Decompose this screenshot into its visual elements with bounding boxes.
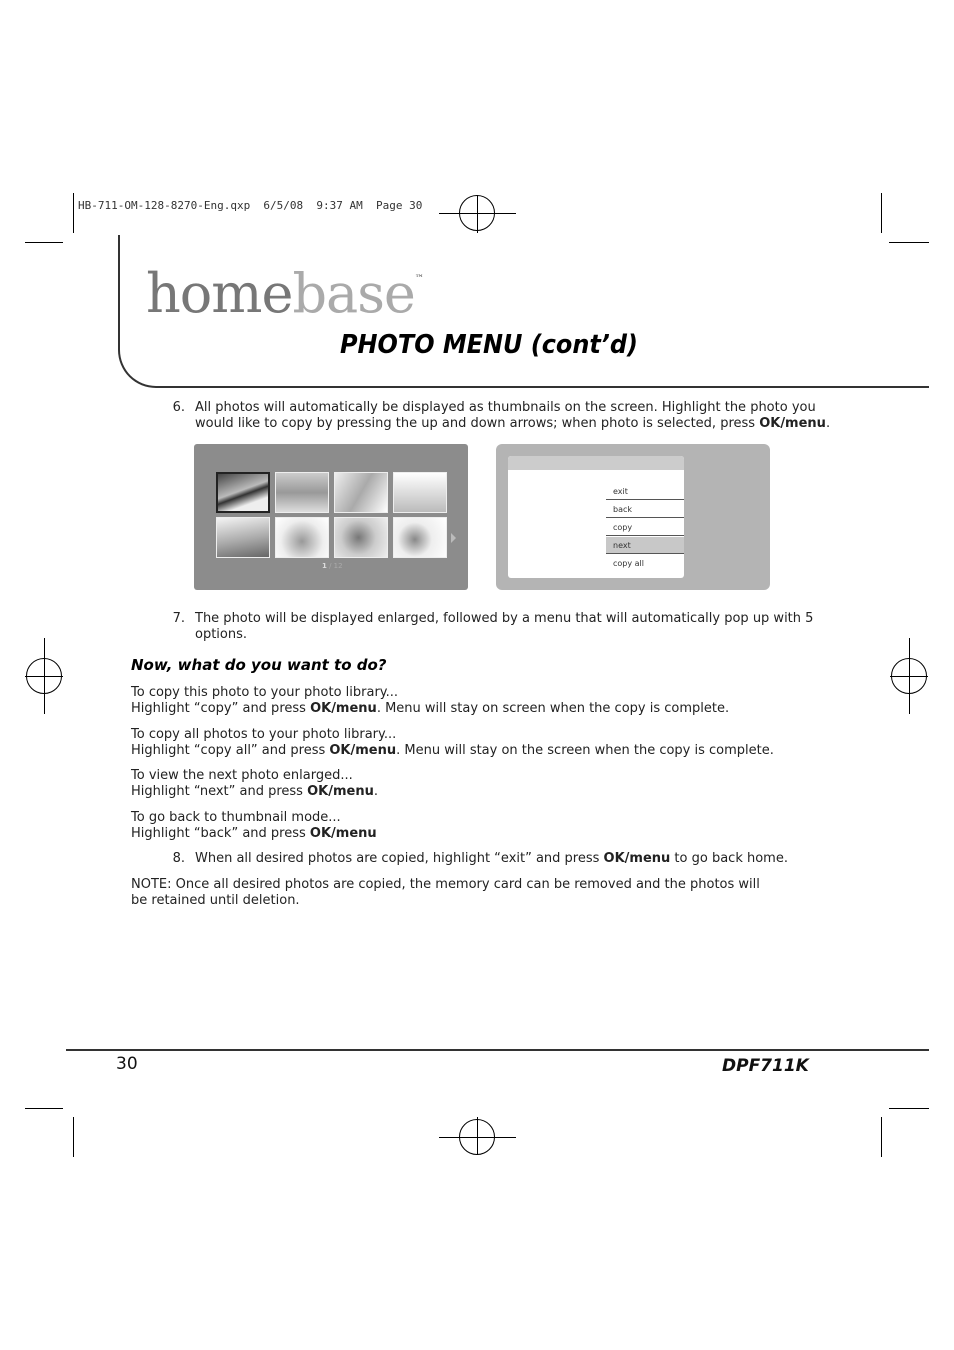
registration-line — [909, 638, 910, 714]
action-text: Highlight “next” and press — [131, 784, 308, 799]
action-instruction — [131, 784, 378, 800]
ok-menu-label: OK/menu — [309, 826, 377, 841]
step-8-text — [195, 851, 835, 867]
action-text: Highlight “back” and press — [131, 826, 310, 841]
step-6-line-2 — [195, 416, 835, 432]
action-text-end: . Menu will stay on screen when the copy is complete. — [376, 701, 730, 716]
action-intro: To go back to thumbnail mode... — [131, 810, 341, 825]
section-heading: Now, what do you want to do? — [131, 656, 387, 674]
action-intro: To copy this photo to your photo library... — [131, 685, 399, 700]
page-title: PHOTO MENU (cont’d) — [340, 330, 638, 360]
step-number: 8. — [172, 851, 185, 866]
action-block — [131, 768, 378, 800]
menu-item-copy-all[interactable]: copy all — [613, 559, 644, 568]
crop-mark — [73, 193, 74, 233]
page-number: 30 — [116, 1054, 138, 1074]
crop-mark — [889, 1108, 929, 1109]
action-block — [131, 727, 774, 759]
print-slug: HB-711-OM-128-8270-Eng.qxp 6/5/08 9:37 AM Page 30 — [78, 199, 423, 212]
crop-mark — [881, 1117, 882, 1157]
action-instruction — [131, 743, 774, 759]
action-instruction — [131, 826, 377, 842]
crop-mark — [73, 1117, 74, 1157]
step-6-line-2-text: would like to copy by pressing the up and down arrows; when photo is selected, press — [195, 416, 760, 431]
photo-thumbnail — [275, 472, 329, 513]
step-6-text — [195, 400, 835, 432]
photo-thumbnail — [216, 517, 270, 558]
photo-thumbnail — [216, 472, 270, 513]
ok-menu-label: OK/menu — [603, 851, 671, 866]
step-6-line-1: All photos will automatically be displayed as thumbnails on the screen. Highlight the photo you — [195, 400, 816, 415]
photo-thumbnail — [275, 517, 329, 558]
next-page-arrow-icon — [451, 533, 456, 543]
photo-thumbnail — [393, 472, 447, 513]
brand-logo — [146, 262, 423, 325]
action-text-end: . — [373, 784, 378, 799]
ok-menu-label: OK/menu — [759, 416, 826, 431]
logo-trademark: ™ — [414, 274, 423, 284]
action-text: Highlight “copy all” and press — [131, 743, 330, 758]
action-block — [131, 685, 729, 717]
note — [131, 877, 831, 909]
step-7-line-1: The photo will be displayed enlarged, followed by a menu that will automatically pop up with 5 — [195, 611, 814, 626]
popup-menu — [508, 456, 684, 578]
photo-thumbnail — [334, 472, 388, 513]
model-number: DPF711K — [722, 1056, 809, 1076]
popup-menu-bar — [508, 456, 684, 470]
photo-thumbnail — [393, 517, 447, 558]
logo-base: base — [292, 262, 415, 325]
step-6-line-2-end: . — [825, 416, 831, 431]
ok-menu-label: OK/menu — [310, 701, 377, 716]
step-7-line-2: options. — [195, 627, 248, 642]
logo-home: home — [146, 262, 293, 325]
registration-line — [477, 1117, 478, 1155]
action-block — [131, 810, 377, 842]
photo-thumbnail — [334, 517, 388, 558]
menu-item-exit[interactable]: exit — [606, 483, 684, 500]
step-8-text-end: to go back home. — [670, 851, 788, 866]
crop-mark — [25, 1108, 63, 1109]
action-text: Highlight “copy” and press — [131, 701, 311, 716]
action-intro: To view the next photo enlarged... — [131, 768, 353, 783]
step-number: 6. — [172, 400, 185, 415]
step-8-text-start: When all desired photos are copied, highlight “exit” and press — [195, 851, 604, 866]
page-indicator — [322, 562, 343, 570]
step-7-text — [195, 611, 835, 643]
crop-mark — [881, 193, 882, 233]
page-indicator-current: 1 — [322, 562, 327, 570]
step-number: 7. — [172, 611, 185, 626]
ok-menu-label: OK/menu — [329, 743, 397, 758]
ok-menu-label: OK/menu — [307, 784, 374, 799]
menu-item-copy[interactable]: copy — [606, 519, 684, 536]
note-line-2: be retained until deletion. — [131, 893, 300, 908]
crop-mark — [25, 242, 63, 243]
enlarged-photo-screen — [496, 444, 770, 590]
action-text-end: . Menu will stay on the screen when the copy is complete. — [396, 743, 774, 758]
action-instruction — [131, 701, 729, 717]
note-line-1: NOTE: Once all desired photos are copied, the memory card can be removed and the photos will — [131, 877, 760, 892]
thumbnail-screen — [194, 444, 468, 590]
footer-rule — [66, 1049, 929, 1051]
action-intro: To copy all photos to your photo library... — [131, 727, 397, 742]
menu-item-next[interactable]: next — [606, 537, 684, 554]
registration-line — [44, 638, 45, 714]
menu-item-back[interactable]: back — [606, 501, 684, 518]
page-indicator-total: / 12 — [326, 562, 343, 570]
registration-line — [477, 195, 478, 233]
